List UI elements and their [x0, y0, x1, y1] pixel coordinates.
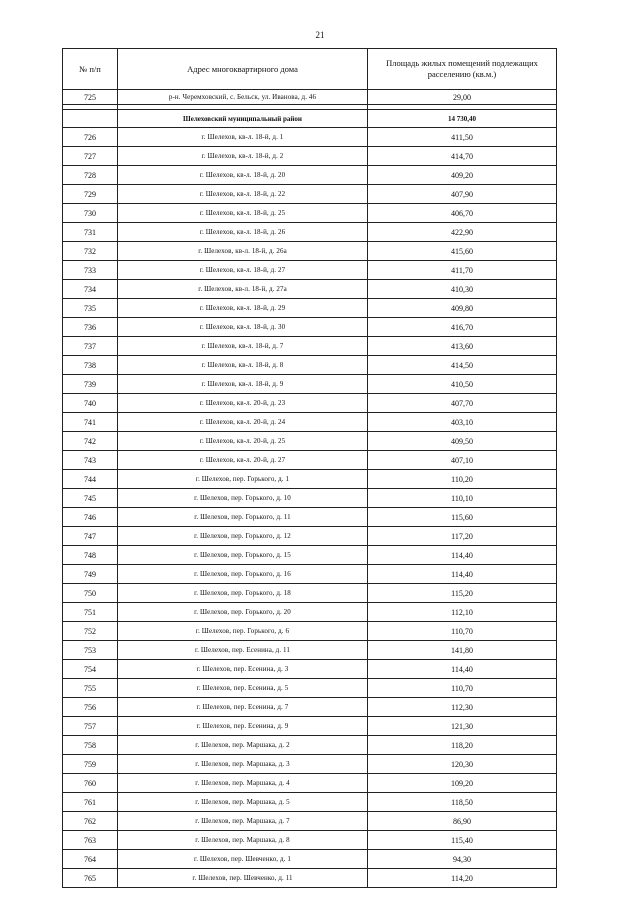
row-address: г. Шелехов, кв-л. 18-й, д. 30 — [118, 318, 368, 337]
row-number: 735 — [63, 299, 118, 318]
row-number: 725 — [63, 90, 118, 105]
row-area: 118,20 — [368, 736, 557, 755]
row-number: 753 — [63, 641, 118, 660]
row-area: 407,70 — [368, 394, 557, 413]
row-area: 115,40 — [368, 831, 557, 850]
row-address: г. Шелехов, пер. Шевченко, д. 11 — [118, 869, 368, 888]
table-row — [63, 698, 557, 717]
row-address: г. Шелехов, пер. Горького, д. 6 — [118, 622, 368, 641]
row-area: 114,40 — [368, 565, 557, 584]
row-number: 765 — [63, 869, 118, 888]
row-number: 763 — [63, 831, 118, 850]
row-area: 422,90 — [368, 223, 557, 242]
row-address: г. Шелехов, пер. Маршака, д. 7 — [118, 812, 368, 831]
row-number: 751 — [63, 603, 118, 622]
row-address: г. Шелехов, пер. Горького, д. 11 — [118, 508, 368, 527]
table-row — [63, 356, 557, 375]
table-row — [63, 565, 557, 584]
row-area: 409,20 — [368, 166, 557, 185]
row-address: г. Шелехов, кв-л. 18-й, д. 1 — [118, 128, 368, 147]
table-row — [63, 185, 557, 204]
table-row — [63, 812, 557, 831]
row-area: 109,20 — [368, 774, 557, 793]
table-row — [63, 546, 557, 565]
row-number: 732 — [63, 242, 118, 261]
row-number: 758 — [63, 736, 118, 755]
row-address: г. Шелехов, пер. Горького, д. 20 — [118, 603, 368, 622]
table-row — [63, 755, 557, 774]
row-address: г. Шелехов, пер. Есенина, д. 5 — [118, 679, 368, 698]
district-name: Шелеховский муниципальный район — [118, 110, 368, 128]
table-row — [63, 869, 557, 888]
row-address: г. Шелехов, пер. Маршака, д. 5 — [118, 793, 368, 812]
table-row — [63, 508, 557, 527]
row-area: 114,40 — [368, 546, 557, 565]
table-row — [63, 603, 557, 622]
row-number: 757 — [63, 717, 118, 736]
row-area: 414,50 — [368, 356, 557, 375]
row-area: 115,60 — [368, 508, 557, 527]
row-number: 749 — [63, 565, 118, 584]
district-empty-cell — [63, 110, 118, 128]
row-number: 740 — [63, 394, 118, 413]
header-area: Площадь жилых помещений подлежащих расселению (кв.м.) — [368, 49, 557, 90]
row-number: 739 — [63, 375, 118, 394]
table-row — [63, 299, 557, 318]
table-row — [63, 641, 557, 660]
row-area: 407,90 — [368, 185, 557, 204]
row-area: 407,10 — [368, 451, 557, 470]
row-area: 411,50 — [368, 128, 557, 147]
row-area: 86,90 — [368, 812, 557, 831]
row-address: г. Шелехов, кв-л. 18-й, д. 27а — [118, 280, 368, 299]
table-row — [63, 831, 557, 850]
table-row — [63, 622, 557, 641]
row-address: г. Шелехов, пер. Горького, д. 1 — [118, 470, 368, 489]
row-number: 754 — [63, 660, 118, 679]
table-row — [63, 166, 557, 185]
row-area: 406,70 — [368, 204, 557, 223]
table-row — [63, 280, 557, 299]
table-row — [63, 470, 557, 489]
table-row — [63, 204, 557, 223]
row-address: г. Шелехов, кв-л. 20-й, д. 23 — [118, 394, 368, 413]
table-row — [63, 337, 557, 356]
row-number: 761 — [63, 793, 118, 812]
row-address: г. Шелехов, пер. Есенина, д. 3 — [118, 660, 368, 679]
row-number: 755 — [63, 679, 118, 698]
row-address: г. Шелехов, пер. Есенина, д. 9 — [118, 717, 368, 736]
row-address: г. Шелехов, кв-л. 18-й, д. 9 — [118, 375, 368, 394]
row-address: г. Шелехов, пер. Горького, д. 15 — [118, 546, 368, 565]
row-area: 414,70 — [368, 147, 557, 166]
table-row — [63, 413, 557, 432]
row-area: 415,60 — [368, 242, 557, 261]
row-number: 726 — [63, 128, 118, 147]
row-address: г. Шелехов, кв-л. 20-й, д. 24 — [118, 413, 368, 432]
row-number: 745 — [63, 489, 118, 508]
row-area: 112,30 — [368, 698, 557, 717]
row-area: 410,50 — [368, 375, 557, 394]
table-row — [63, 261, 557, 280]
row-area: 403,10 — [368, 413, 557, 432]
row-address: г. Шелехов, кв-л. 18-й, д. 7 — [118, 337, 368, 356]
table-row — [63, 128, 557, 147]
row-number: 737 — [63, 337, 118, 356]
table-row — [63, 717, 557, 736]
table-row — [63, 679, 557, 698]
row-address: г. Шелехов, кв-л. 18-й, д. 8 — [118, 356, 368, 375]
row-address: г. Шелехов, кв-л. 18-й, д. 26а — [118, 242, 368, 261]
row-address: г. Шелехов, пер. Маршака, д. 8 — [118, 831, 368, 850]
row-area: 409,80 — [368, 299, 557, 318]
row-number: 741 — [63, 413, 118, 432]
table-row — [63, 489, 557, 508]
row-number: 748 — [63, 546, 118, 565]
row-address: г. Шелехов, кв-л. 18-й, д. 2 — [118, 147, 368, 166]
housing-registry-table — [62, 48, 557, 888]
table-row — [63, 660, 557, 679]
header-address: Адрес многоквартирного дома — [118, 49, 368, 90]
row-address: г. Шелехов, кв-л. 18-й, д. 27 — [118, 261, 368, 280]
row-area: 118,50 — [368, 793, 557, 812]
row-address: г. Шелехов, пер. Горького, д. 10 — [118, 489, 368, 508]
header-number: № п/п — [63, 49, 118, 90]
row-number: 762 — [63, 812, 118, 831]
row-area: 94,30 — [368, 850, 557, 869]
row-number: 760 — [63, 774, 118, 793]
table-row — [63, 736, 557, 755]
table-row — [63, 318, 557, 337]
row-area: 110,10 — [368, 489, 557, 508]
row-address: г. Шелехов, пер. Горького, д. 16 — [118, 565, 368, 584]
table-row — [63, 793, 557, 812]
row-number: 734 — [63, 280, 118, 299]
row-area: 114,40 — [368, 660, 557, 679]
row-area: 121,30 — [368, 717, 557, 736]
row-area: 117,20 — [368, 527, 557, 546]
row-address: г. Шелехов, кв-л. 18-й, д. 20 — [118, 166, 368, 185]
row-area: 120,30 — [368, 755, 557, 774]
row-number: 746 — [63, 508, 118, 527]
row-number: 759 — [63, 755, 118, 774]
row-address: г. Шелехов, кв-л. 18-й, д. 22 — [118, 185, 368, 204]
district-total: 14 730,40 — [368, 110, 557, 128]
row-area: 114,20 — [368, 869, 557, 888]
table-row — [63, 147, 557, 166]
row-number: 752 — [63, 622, 118, 641]
row-number: 727 — [63, 147, 118, 166]
row-number: 743 — [63, 451, 118, 470]
table-row — [63, 584, 557, 603]
row-number: 764 — [63, 850, 118, 869]
row-address: г. Шелехов, пер. Маршака, д. 2 — [118, 736, 368, 755]
table-row — [63, 90, 557, 105]
row-address: р-н. Черемховский, с. Бельск, ул. Иванова, д. 46 — [118, 90, 368, 105]
row-area: 110,70 — [368, 622, 557, 641]
row-area: 115,20 — [368, 584, 557, 603]
row-address: г. Шелехов, пер. Горького, д. 18 — [118, 584, 368, 603]
page-number: 21 — [315, 30, 325, 40]
row-number: 731 — [63, 223, 118, 242]
row-area: 110,70 — [368, 679, 557, 698]
row-number: 736 — [63, 318, 118, 337]
row-number: 729 — [63, 185, 118, 204]
row-address: г. Шелехов, пер. Шевченко, д. 1 — [118, 850, 368, 869]
row-address: г. Шелехов, пер. Горького, д. 12 — [118, 527, 368, 546]
table-row — [63, 394, 557, 413]
row-address: г. Шелехов, пер. Есенина, д. 7 — [118, 698, 368, 717]
row-address: г. Шелехов, пер. Маршака, д. 3 — [118, 755, 368, 774]
row-number: 742 — [63, 432, 118, 451]
table-row — [63, 432, 557, 451]
table-row — [63, 223, 557, 242]
row-area: 110,20 — [368, 470, 557, 489]
row-number: 750 — [63, 584, 118, 603]
row-address: г. Шелехов, кв-л. 18-й, д. 25 — [118, 204, 368, 223]
district-row — [63, 110, 557, 128]
row-area: 141,80 — [368, 641, 557, 660]
row-number: 728 — [63, 166, 118, 185]
row-area: 29,00 — [368, 90, 557, 105]
table-row — [63, 774, 557, 793]
table-row — [63, 850, 557, 869]
row-area: 112,10 — [368, 603, 557, 622]
row-address: г. Шелехов, кв-л. 20-й, д. 25 — [118, 432, 368, 451]
row-number: 756 — [63, 698, 118, 717]
table-row — [63, 451, 557, 470]
row-area: 413,60 — [368, 337, 557, 356]
row-number: 733 — [63, 261, 118, 280]
row-address: г. Шелехов, кв-л. 18-й, д. 29 — [118, 299, 368, 318]
table-row — [63, 527, 557, 546]
table-row — [63, 375, 557, 394]
row-number: 730 — [63, 204, 118, 223]
row-address: г. Шелехов, кв-л. 20-й, д. 27 — [118, 451, 368, 470]
row-number: 747 — [63, 527, 118, 546]
row-area: 409,50 — [368, 432, 557, 451]
row-area: 410,30 — [368, 280, 557, 299]
row-number: 738 — [63, 356, 118, 375]
row-address: г. Шелехов, пер. Маршака, д. 4 — [118, 774, 368, 793]
row-area: 411,70 — [368, 261, 557, 280]
row-number: 744 — [63, 470, 118, 489]
row-address: г. Шелехов, пер. Есенина, д. 11 — [118, 641, 368, 660]
row-address: г. Шелехов, кв-л. 18-й, д. 26 — [118, 223, 368, 242]
row-area: 416,70 — [368, 318, 557, 337]
table-header-row — [63, 49, 557, 90]
table-row — [63, 242, 557, 261]
